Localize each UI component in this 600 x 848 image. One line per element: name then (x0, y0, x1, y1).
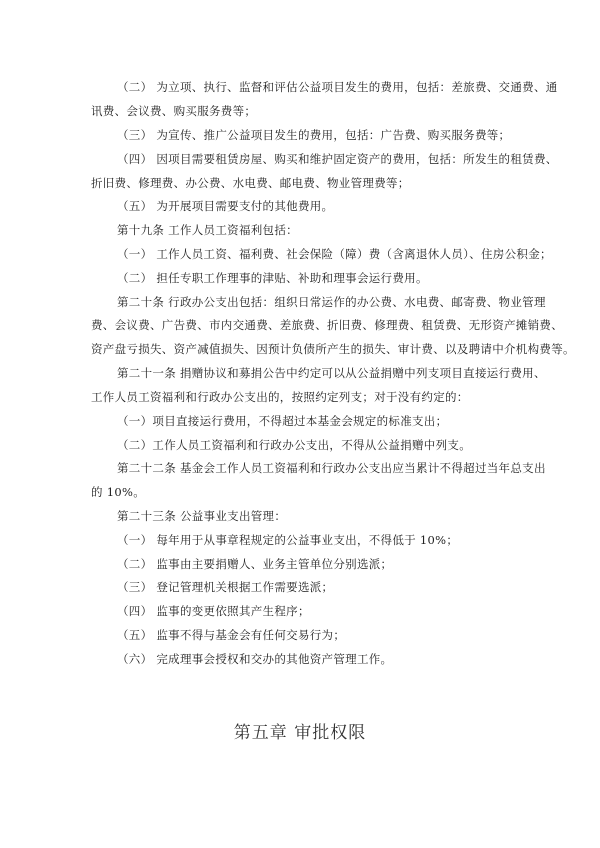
text-line: （二） 为立项、执行、监督和评估公益项目发生的费用，包括：差旅费、交通费、通 (117, 80, 558, 94)
text-line: （二） 担任专职工作理事的津贴、补助和理事会运行费用。 (117, 271, 428, 285)
text-line: （六） 完成理事会授权和交办的其他资产管理工作。 (117, 652, 393, 666)
text-line: （一） 每年用于从事章程规定的公益事业支出，不得低于 10%； (117, 533, 459, 547)
text-line: （一）项目直接运行费用，不得超过本基金会规定的标准支出； (117, 414, 448, 428)
text-line: 资产盘亏损失、资产减值损失、因预计负债所产生的损失、审计费、以及聘请中介机构费等。 (91, 342, 575, 356)
text-line: （四） 因项目需要租赁房屋、购买和维护固定资产的费用，包括：所发生的租赁费、 (117, 152, 558, 166)
article-heading: 第二十三条 公益事业支出管理： (117, 509, 287, 523)
chapter-title: 第五章 审批权限 (233, 723, 367, 743)
text-line: 费、会议费、广告费、市内交通费、差旅费、折旧费、修理费、租赁费、无形资产摊销费、 (91, 318, 563, 332)
text-line: 工作人员工资福利和行政办公支出的，按照约定列支；对于没有约定的： (91, 390, 469, 404)
article-heading: 第二十条 行政办公支出包括：组织日常运作的办公费、水电费、邮寄费、物业管理 (117, 295, 546, 309)
text-line: （五） 为开展项目需要支付的其他费用。 (117, 199, 334, 213)
text-line: （二）工作人员工资福利和行政办公支出，不得从公益捐赠中列支。 (117, 438, 471, 452)
article-heading: 第二十二条 基金会工作人员工资福利和行政办公支出应当累计不得超过当年总支出 (117, 461, 546, 475)
text-line: （四） 监事的变更依照其产生程序； (117, 604, 310, 618)
text-line: （三） 登记管理机关根据工作需要选派； (117, 580, 334, 594)
article-heading: 第二十一条 捐赠协议和募捐公告中约定可以从公益捐赠中列支项目直接运行费用、 (117, 366, 546, 380)
text-line: （一） 工作人员工资、福利费、社会保险（障）费（含离退休人员）、住房公积金； (117, 247, 552, 261)
text-line: 的 10%。 (91, 485, 146, 499)
text-line: （三） 为宣传、推广公益项目发生的费用，包括：广告费、购买服务费等； (117, 128, 511, 142)
text-line: 折旧费、修理费、办公费、水电费、邮电费、物业管理费等； (91, 176, 410, 190)
text-line: （五） 监事不得与基金会有任何交易行为； (117, 628, 346, 642)
text-line: 讯费、会议费、购买服务费等； (91, 104, 257, 118)
article-heading: 第十九条 工作人员工资福利包括： (117, 223, 298, 237)
text-line: （二） 监事由主要捐赠人、业务主管单位分别选派； (117, 557, 393, 571)
